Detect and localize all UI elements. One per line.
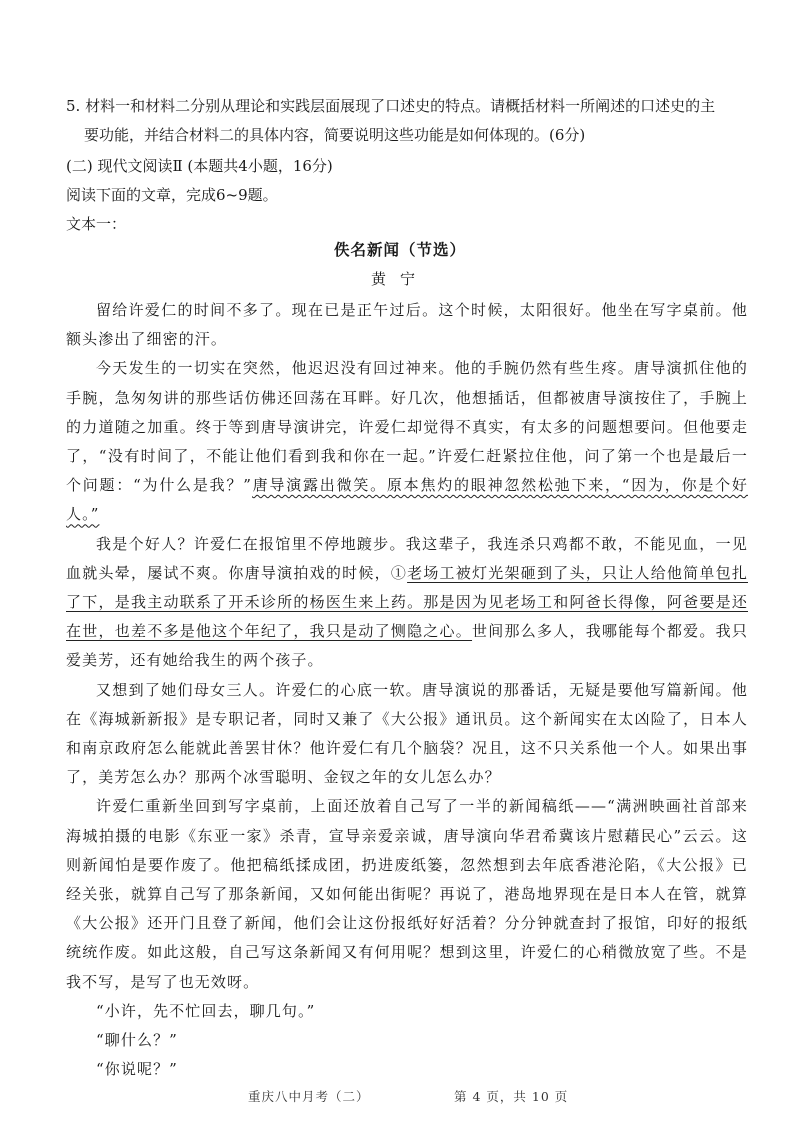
paragraph-3-text-a: 我是个好人？许爱仁在报馆里不停地踱步。我这辈子，我连杀只鸡都不敢，不能见血，一见血就头晕，屡试不爽。你唐导演拍戏的时候，	[66, 534, 748, 582]
circled-number-marker: ①	[390, 563, 408, 582]
wavy-underlined-sentence: 唐导演露出微笑。原本焦灼的眼神忽然松弛下来，“因为，你是个好人。”	[66, 476, 748, 524]
section-header: (二) 现代文阅读Ⅱ (本题共4小题，16分)	[66, 157, 333, 175]
footer-exam-name: 重庆八中月考（二）	[248, 1089, 370, 1104]
article-author: 黄宁	[370, 270, 429, 288]
paragraph-5: 许爱仁重新坐回到写字桌前，上面还放着自己写了一半的新闻稿纸——“满洲映画社首部来海城拍摄的电影《东亚一家》杀青，宣导亲爱亲诚，唐导演向华君希冀该片慰藉民心”云云。这则新闻怕是要作废了。他把稿纸揉成团，扔进废纸篓，忽然想到去年底香港沦陷，《大公报》已经关张，就算自己写了那条新闻，又如何能出街呢？再说了，港岛地界现在是日本人在管，就算《大公报》还开门且登了新闻，他们会让这份报纸好好活着？分分钟就查封了报馆，印好的报纸统统作废。如此这般，自己写这条新闻又有何用呢？想到这里，许爱仁的心稍微放宽了些。不是我不写，是写了也无效呀。	[66, 797, 748, 991]
paragraph-2-text: 今天发生的一切实在突然，他迟迟没有回过神来。他的手腕仍然有些生疼。唐导演抓住他的手腕，急匆匆讲的那些话仿佛还回荡在耳畔。好几次，他想插话，但都被唐导演按住了，手腕上的力道随之加重。终于等到唐导演讲完，许爱仁却觉得不真实，有太多的问题想要问。但他要走了，“没有时间了，不能让他们看到我和你在一起。”许爱仁赶紧拉住他，问了第一个也是最后一个问题：“为什么是我？”	[66, 359, 748, 495]
underlined-passage-1: 老场工被灯光架砸到了头，只让人给他简单包扎了下，是我主动联系了开禾诊所的杨医生来上药。那是因为见老场工和阿爸长得像，阿爸要是还在世，也差不多是他这个年纪了，我只是动了恻隐之心。	[66, 563, 748, 641]
paragraph-3	[66, 530, 748, 676]
dialogue-line-3: “你说呢？”	[96, 1060, 178, 1079]
dialogue-line-1: “小许，先不忙回去，聊几句。”	[96, 1001, 316, 1020]
paragraph-3-text-b: 世间那么多人，我哪能每个都爱。我只爱美芳，还有她给我生的两个孩子。	[66, 622, 748, 670]
article-body	[66, 296, 748, 1084]
footer-page-number: 第 4 页，共 10 页	[454, 1089, 569, 1104]
paragraph-2	[66, 354, 748, 529]
question-5-line-2: 要功能，并结合材料二的具体内容，简要说明这些功能是如何体现的。(6分)	[84, 126, 586, 144]
paragraph-4: 又想到了她们母女三人。许爱仁的心底一软。唐导演说的那番话，无疑是要他写篇新闻。他在《海城新新报》是专职记者，同时又兼了《大公报》通讯员。这个新闻实在太凶险了，日本人和南京政府怎么能就此善罢甘休？他许爱仁有几个脑袋？况且，这不只关系他一个人。如果出事了，美芳怎么办？那两个冰雪聪明、金钗之年的女儿怎么办？	[66, 680, 748, 787]
paragraph-1: 留给许爱仁的时间不多了。现在已是正午过后。这个时候，太阳很好。他坐在写字桌前。他额头渗出了细密的汗。	[66, 301, 748, 349]
question-5-line-1: 5. 材料一和材料二分别从理论和实践层面展现了口述史的特点。请概括材料一所阐述的口述史的主	[66, 97, 716, 115]
question-5	[66, 92, 756, 150]
article-title: 佚名新闻（节选）	[333, 240, 466, 259]
dialogue-line-2: “聊什么？”	[96, 1031, 178, 1050]
reading-instruction: 阅读下面的文章，完成6~9题。	[66, 186, 278, 204]
text-label: 文本一：	[66, 215, 127, 233]
